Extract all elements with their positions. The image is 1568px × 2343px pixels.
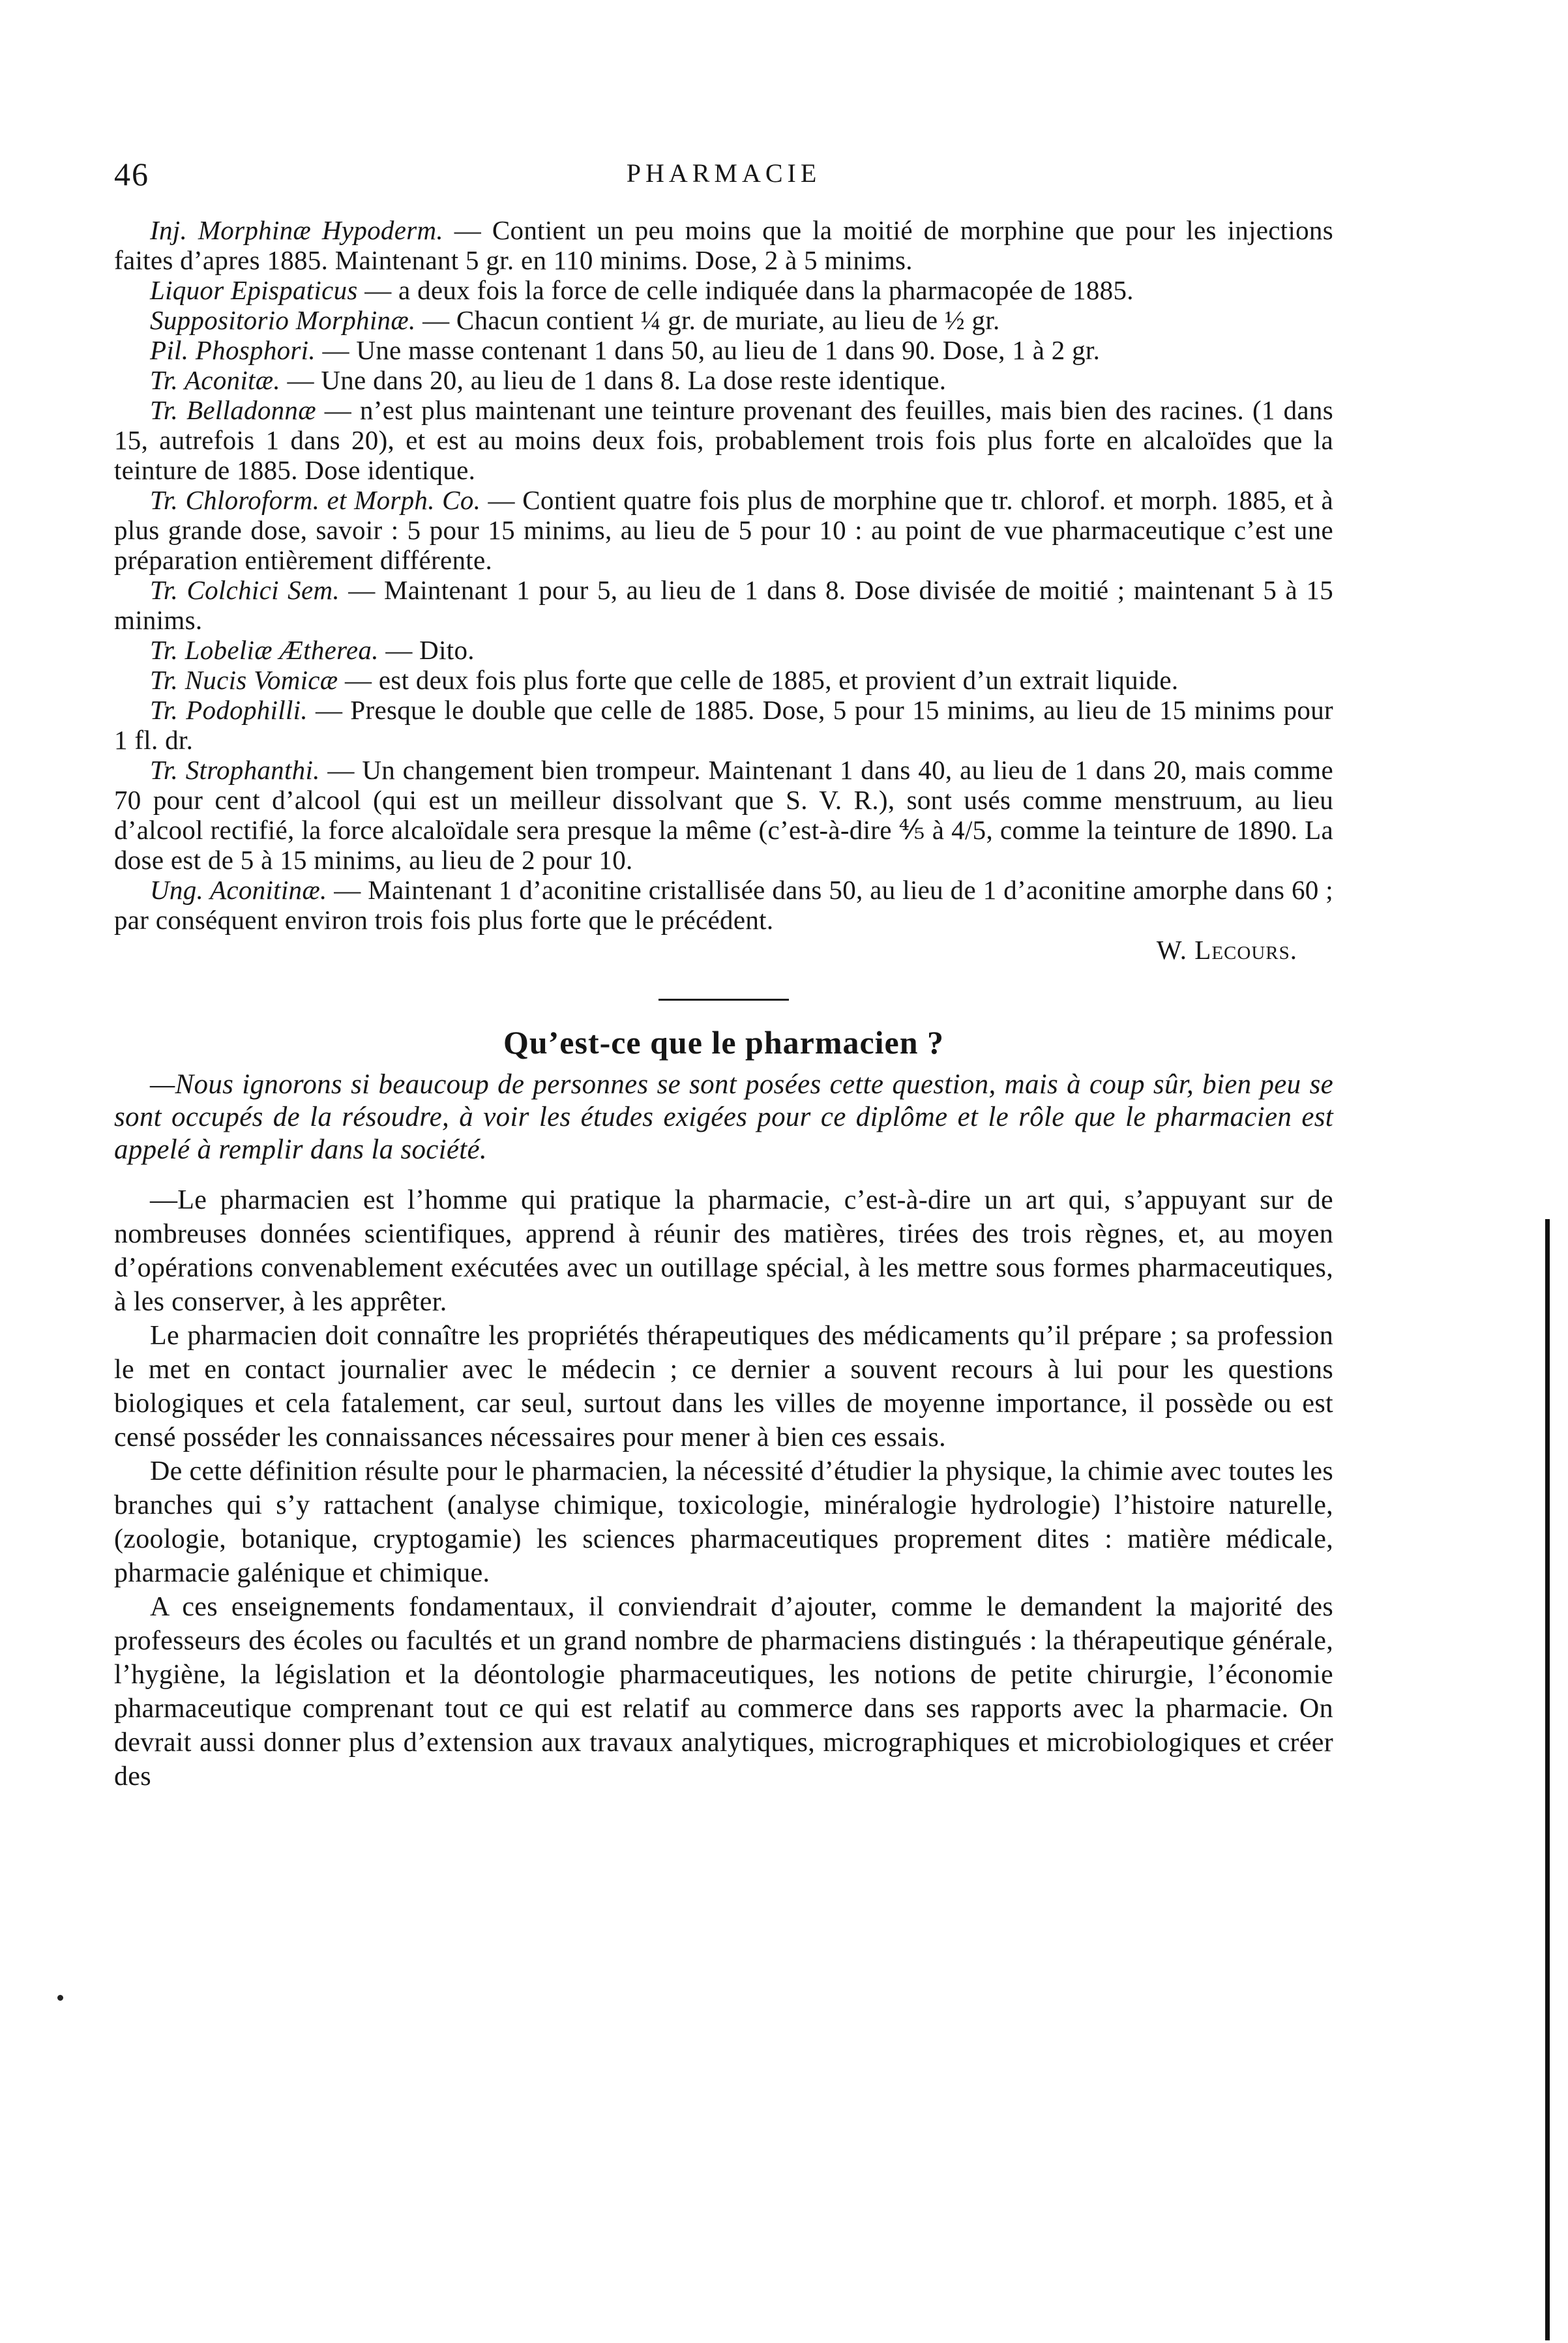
entry-term: Tr. Nucis Vomicæ <box>150 665 338 695</box>
pharmacopoeia-notes <box>114 215 1333 965</box>
entry-text: — Maintenant 1 d’aconitine cristallisée dans 50, au lieu de 1 d’aconitine amorphe dans 60 ; par conséquent environ trois fois plus forte que le précédent. <box>114 875 1333 935</box>
entry-tr-chloroform-morph <box>114 485 1333 575</box>
entry-term: Ung. Aconitinæ. <box>150 875 327 905</box>
entry-term: Tr. Lobeliæ Ætherea. <box>150 635 379 665</box>
entry-tr-nucis-vomicae <box>114 665 1333 695</box>
entry-text: — Une masse contenant 1 dans 50, au lieu de 1 dans 90. Dose, 1 à 2 gr. <box>315 335 1101 365</box>
entry-term: Inj. Morphinæ Hypoderm. <box>150 215 443 245</box>
entry-text: — est deux fois plus forte que celle de 1885, et provient d’un extrait liquide. <box>338 665 1179 695</box>
entry-term: Tr. Chloroform. et Morph. Co. <box>150 485 481 515</box>
entry-tr-lobeliae <box>114 635 1333 665</box>
article-paragraph: De cette définition résulte pour le pharmacien, la nécessité d’étudier la physique, la chimie avec toutes les branches qui s’y rattachent (analyse chimique, toxicologie, minéralogie hydrologie) l’histoire naturelle, (zoologie, botanique, cryptogamie) les sciences pharmaceutiques proprement dites : matière médicale, pharmacie galénique et chimique. <box>114 1456 1333 1588</box>
entry-text: — Chacun contient ¼ gr. de muriate, au lieu de ½ gr. <box>415 305 1000 335</box>
entry-term: Tr. Belladonnæ <box>150 395 316 425</box>
article-lead: —Nous ignorons si beaucoup de personnes se sont posées cette question, mais à coup sûr, bien peu se sont occupés de la résoudre, à voir les études exigées pour ce diplôme et le rôle que le pharmacien est appelé à remplir dans la société. <box>114 1069 1333 1165</box>
entry-text: — Une dans 20, au lieu de 1 dans 8. La dose reste identique. <box>280 365 947 395</box>
entry-tr-strophanthi <box>114 755 1333 875</box>
entry-text: — n’est plus maintenant une teinture provenant des feuilles, mais bien des racines. (1 dans 15, autrefois 1 dans 20), et est au moins deux fois, probablement trois fois plus forte en alcaloïdes que la teinture de 1885. Dose identique. <box>114 395 1333 485</box>
entry-pil-phosphori <box>114 335 1333 365</box>
entry-term: Tr. Podophilli. <box>150 695 308 725</box>
text-column <box>114 215 1333 1793</box>
entry-term: Liquor Epispaticus <box>150 275 358 305</box>
entry-text: — Contient quatre fois plus de morphine que tr. chlorof. et morph. 1885, et à plus grande dose, savoir : 5 pour 15 minims, au lieu de 5 pour 10 : au point de vue pharmaceutique c’est une préparation entièrement différente. <box>114 485 1333 575</box>
entry-term: Tr. Strophanthi. <box>150 755 320 785</box>
entry-term: Suppositorio Morphinæ. <box>150 305 416 335</box>
article-paragraph: A ces enseignements fondamentaux, il conviendrait d’ajouter, comme le demandent la majorité des professeurs des écoles ou facultés et un grand nombre de pharmaciens distingués : la thérapeutique générale, l’hygiène, la législation et la déontologie pharmaceutiques, les notions de petite chirurgie, l’économie pharmaceutique comprenant tout ce qui est relatif au commerce dans ses rapports avec la pharmacie. On devrait aussi donner plus d’extension aux travaux analytiques, micrographiques et microbiologiques et créer des <box>114 1592 1333 1791</box>
margin-speck <box>57 1995 63 2001</box>
article-title: Qu’est-ce que le pharmacien ? <box>503 1024 945 1061</box>
entry-tr-colchici-sem <box>114 575 1333 635</box>
entry-text: — Dito. <box>378 635 475 665</box>
page-number: 46 <box>114 156 149 192</box>
page-header <box>114 155 1333 194</box>
entry-text: — Presque le double que celle de 1885. Dose, 5 pour 15 minims, au lieu de 15 minims pour 1 fl. dr. <box>114 695 1333 755</box>
entry-text: — Maintenant 1 pour 5, au lieu de 1 dans 8. Dose divisée de moitié ; maintenant 5 à 15 minims. <box>114 575 1333 635</box>
entry-tr-aconitae <box>114 365 1333 395</box>
entry-text: — Un changement bien trompeur. Maintenant 1 dans 40, au lieu de 1 dans 20, mais comme 70 pour cent d’alcool (qui est un meilleur dissolvant que S. V. R.), sont usés comme menstruum, au lieu d’alcool rectifié, la force alcaloïdale sera presque la même (c’est-à-dire ⅘ à 4/5, comme la teinture de 1890. La dose est de 5 à 15 minims, au lieu de 2 pour 10. <box>114 755 1333 875</box>
article-paragraph: —Le pharmacien est l’homme qui pratique la pharmacie, c’est-à-dire un art qui, s’appuyant sur de nombreuses données scientifiques, apprend à réunir des matières, tirées des trois règnes, et, au moyen d’opérations convenablement exécutées avec un outillage spécial, à les mettre sous formes pharmaceutiques, à les conserver, à les apprêter. <box>114 1185 1333 1317</box>
section-divider <box>658 999 789 1001</box>
entry-inj-morphinae <box>114 215 1333 275</box>
entry-term: Tr. Aconitæ. <box>150 365 280 395</box>
running-title: PHARMACIE <box>626 158 821 188</box>
entry-suppositorio-morphinae <box>114 305 1333 335</box>
entry-ung-aconitinae <box>114 875 1333 935</box>
entry-tr-belladonnae <box>114 395 1333 485</box>
entry-tr-podophilli <box>114 695 1333 755</box>
entry-term: Pil. Phosphori. <box>150 335 316 365</box>
entry-term: Tr. Colchici Sem. <box>150 575 340 605</box>
article-paragraph: Le pharmacien doit connaître les propriétés thérapeutiques des médicaments qu’il prépare ; sa profession le met en contact journalier avec le médecin ; ce dernier a souvent recours à lui pour les questions biologiques et cela fatalement, car seul, surtout dans les villes de moyenne importance, il possède ou est censé posséder les connaissances nécessaires pour mener à bien ces essais. <box>114 1321 1333 1452</box>
entry-liquor-epispaticus <box>114 275 1333 305</box>
binding-edge-mark <box>1545 1219 1550 2340</box>
author-signature: W. Lecours. <box>1156 935 1297 965</box>
entry-text: — a deux fois la force de celle indiquée dans la pharmacopée de 1885. <box>357 275 1134 305</box>
entry-text: — Contient un peu moins que la moitié de morphine que pour les injections faites d’apres 1885. Maintenant 5 gr. en 110 minims. Dose, 2 à 5 minims. <box>114 215 1333 275</box>
